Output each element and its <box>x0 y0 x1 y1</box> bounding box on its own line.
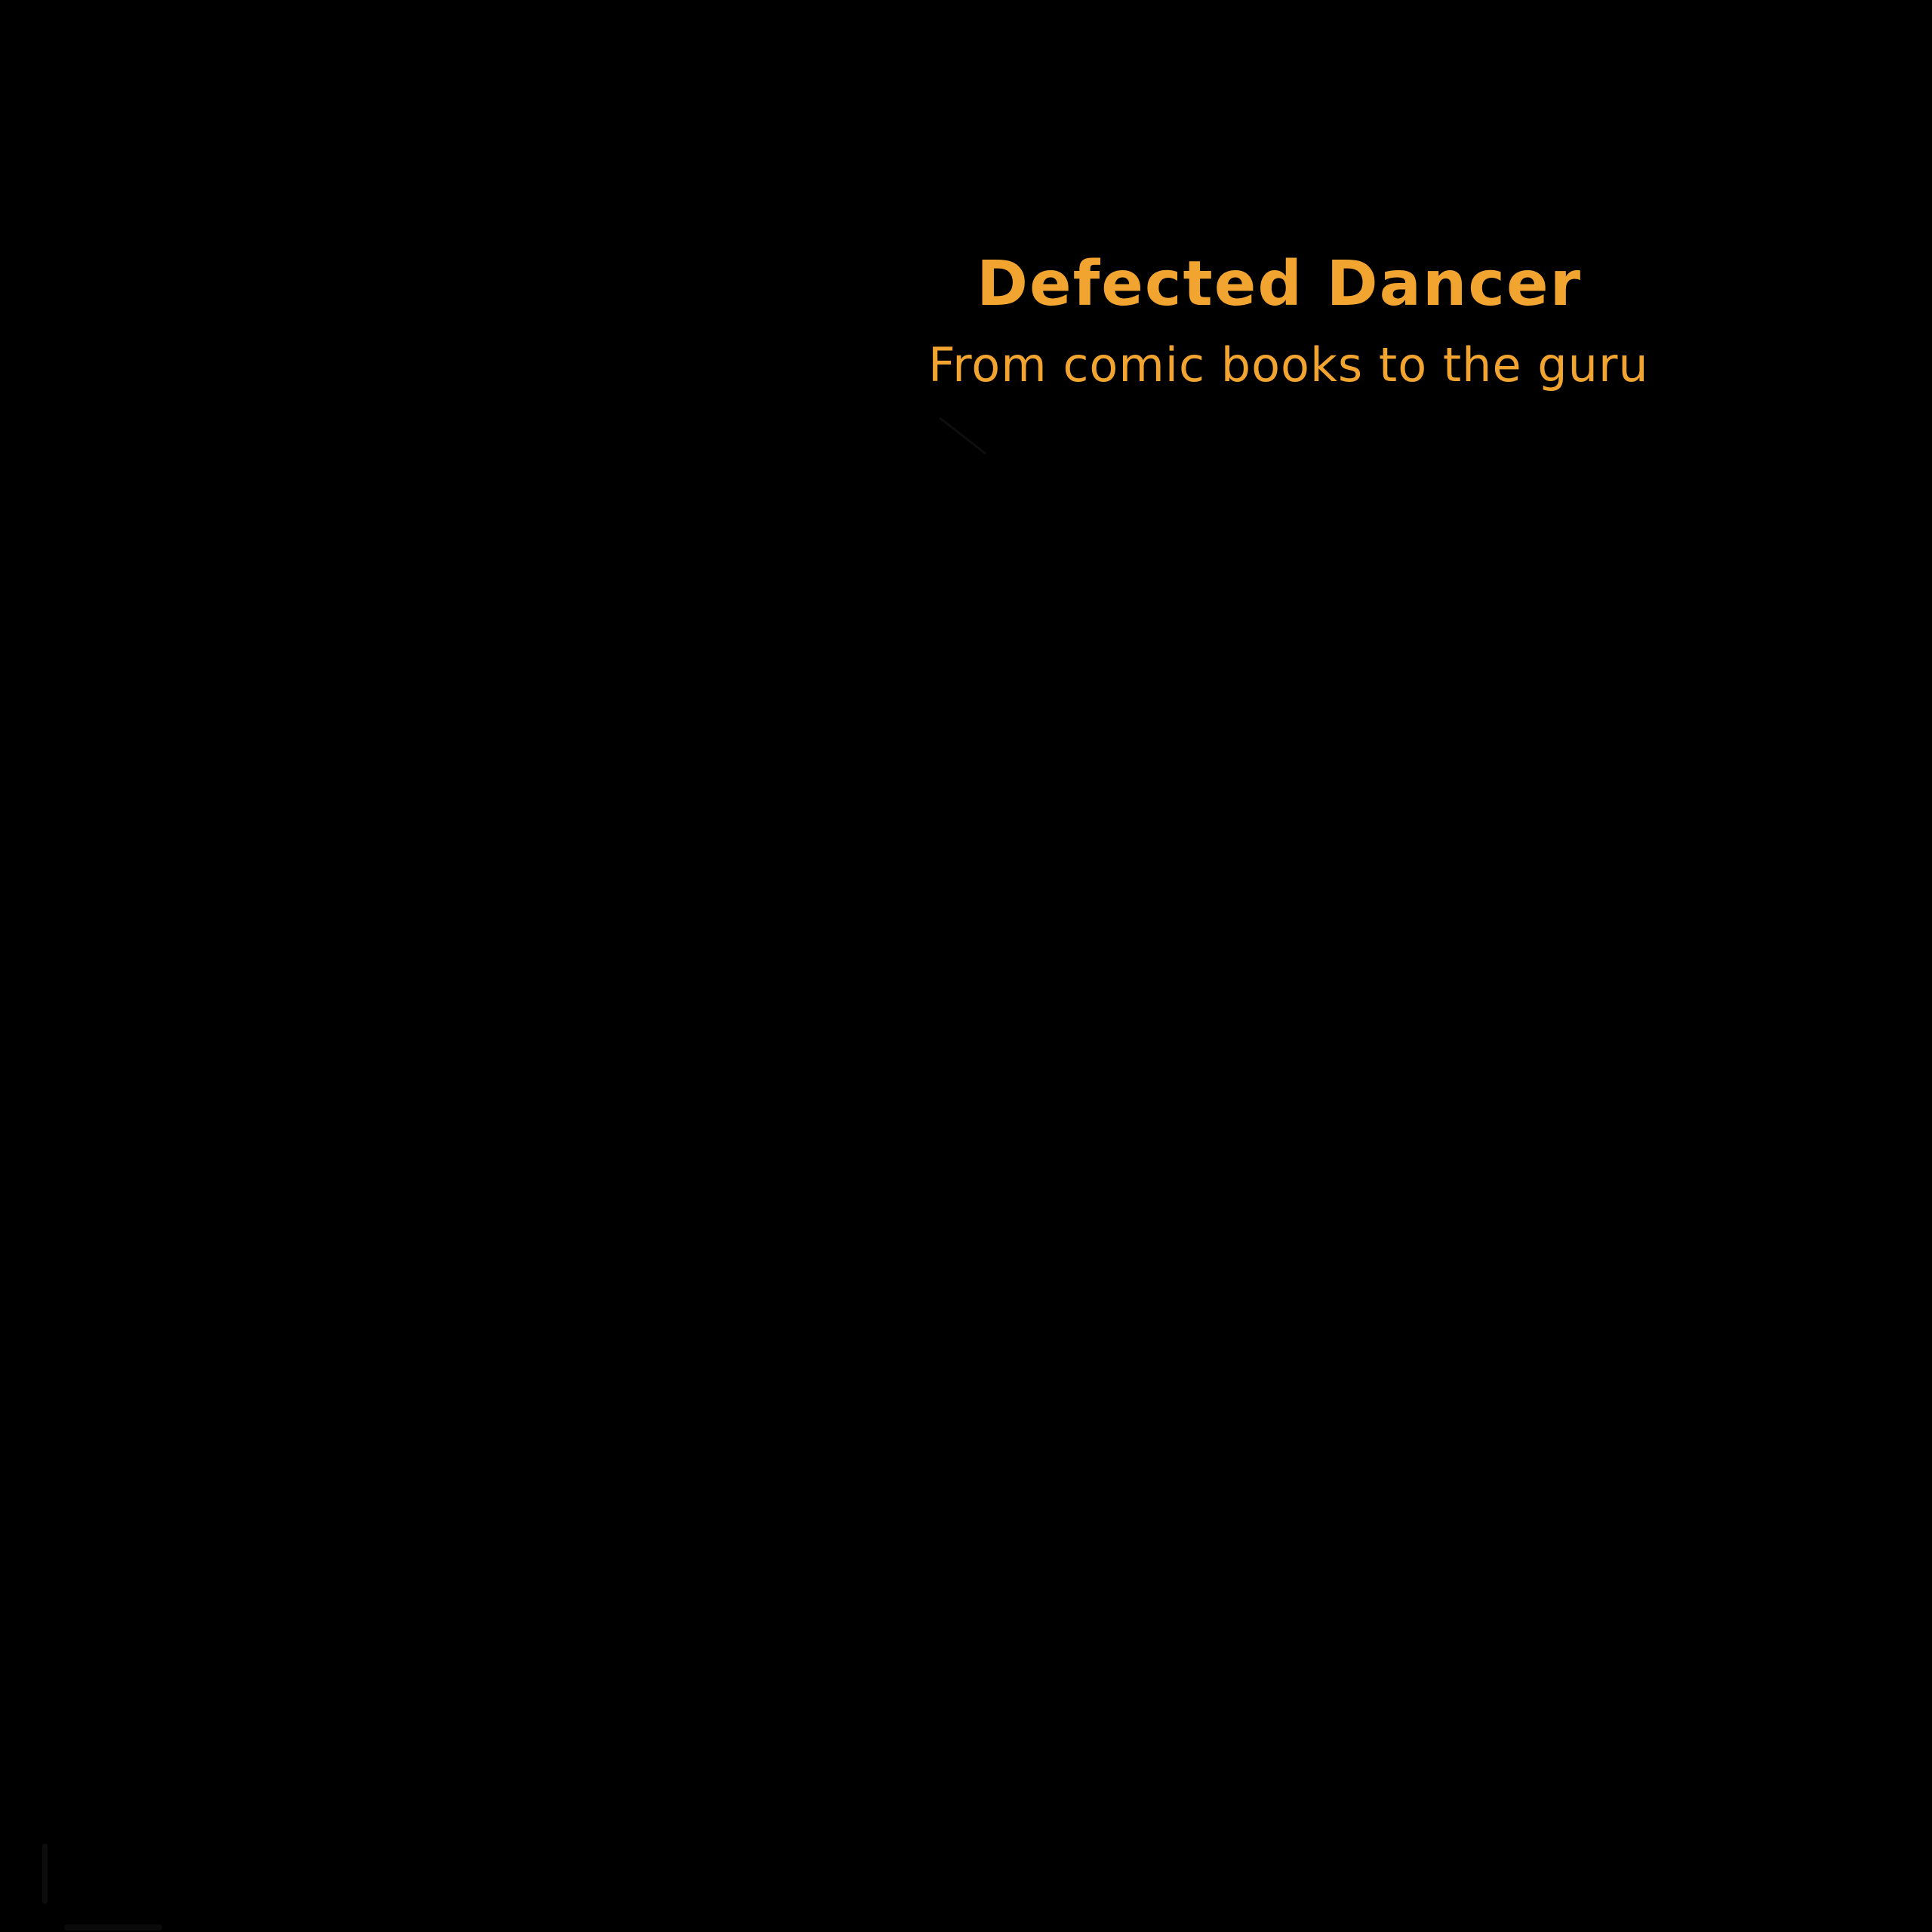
faint-scratch-mark <box>939 417 986 454</box>
cover-text-block <box>928 248 1649 393</box>
album-title: Defected Dancer <box>976 248 1583 320</box>
album-subtitle: From comic books to the guru <box>928 337 1649 393</box>
faint-streak-mark <box>42 1844 48 1904</box>
faint-edge-mark <box>64 1924 162 1930</box>
